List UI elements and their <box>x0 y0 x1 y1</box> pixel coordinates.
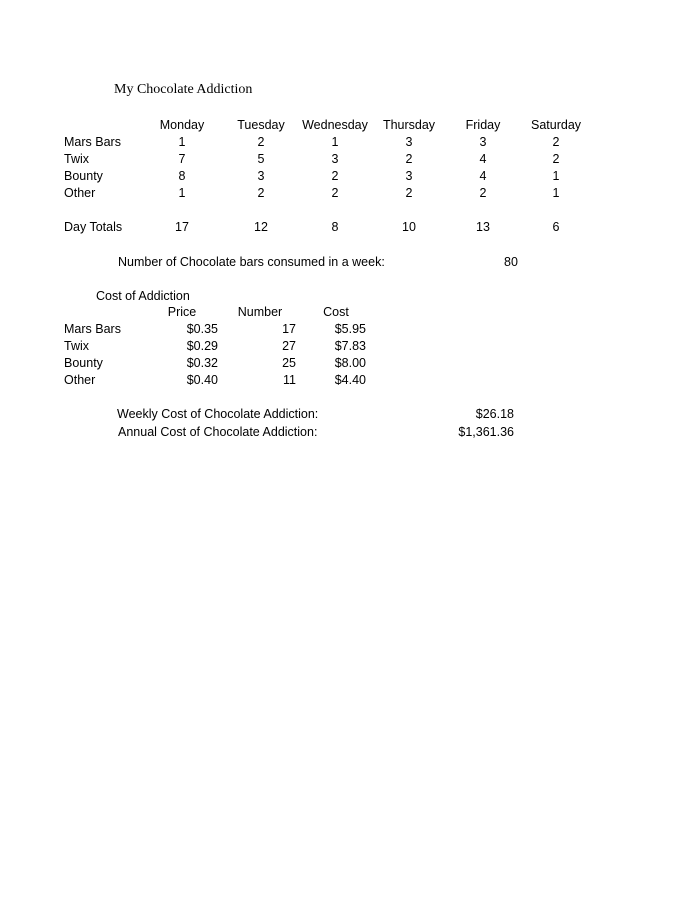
price-cell: $0.40 <box>186 373 218 387</box>
day-totals-label: Day Totals <box>64 220 123 234</box>
weekly-cost-value: $26.18 <box>475 407 514 421</box>
cost-section-heading: Cost of Addiction <box>96 289 190 303</box>
cost-row-label-bounty: Bounty <box>64 356 103 370</box>
number-cell: 17 <box>282 322 296 336</box>
table-cell: 1 <box>178 186 186 200</box>
cost-column-header: Cost <box>323 305 349 319</box>
table-cell: 3 <box>331 152 339 166</box>
annual-cost-label: Annual Cost of Chocolate Addiction: <box>118 425 318 439</box>
row-label-mars-bars: Mars Bars <box>64 135 121 149</box>
price-cell: $0.29 <box>186 339 218 353</box>
day-header-friday: Friday <box>465 118 501 132</box>
weekly-count-value: 80 <box>504 255 518 269</box>
table-cell: 2 <box>552 135 560 149</box>
price-cell: $0.35 <box>186 322 218 336</box>
day-total-cell: 13 <box>476 220 490 234</box>
table-cell: 2 <box>552 152 560 166</box>
table-cell: 2 <box>257 186 265 200</box>
table-cell: 5 <box>257 152 265 166</box>
table-cell: 3 <box>405 135 413 149</box>
table-cell: 3 <box>405 169 413 183</box>
number-cell: 25 <box>282 356 296 370</box>
row-label-other: Other <box>64 186 96 200</box>
day-total-cell: 6 <box>552 220 560 234</box>
day-total-cell: 10 <box>402 220 416 234</box>
weekly-cost-label: Weekly Cost of Chocolate Addiction: <box>117 407 319 421</box>
cost-cell: $4.40 <box>334 373 366 387</box>
number-cell: 11 <box>283 373 296 387</box>
table-cell: 1 <box>552 186 560 200</box>
day-header-tuesday: Tuesday <box>237 118 285 132</box>
row-label-twix: Twix <box>64 152 89 166</box>
table-cell: 1 <box>552 169 560 183</box>
weekly-count-label: Number of Chocolate bars consumed in a week: <box>118 255 385 269</box>
table-cell: 4 <box>479 152 487 166</box>
table-cell: 2 <box>479 186 487 200</box>
price-column-header: Price <box>167 305 197 319</box>
table-cell: 3 <box>257 169 265 183</box>
cost-cell: $7.83 <box>334 339 366 353</box>
table-cell: 2 <box>331 169 339 183</box>
day-total-cell: 12 <box>254 220 268 234</box>
day-total-cell: 8 <box>331 220 339 234</box>
table-cell: 7 <box>178 152 186 166</box>
table-cell: 3 <box>479 135 487 149</box>
cost-cell: $5.95 <box>334 322 366 336</box>
number-column-header: Number <box>237 305 283 319</box>
table-cell: 1 <box>331 135 339 149</box>
row-label-bounty: Bounty <box>64 169 103 183</box>
table-cell: 2 <box>331 186 339 200</box>
table-cell: 1 <box>178 135 186 149</box>
table-cell: 4 <box>479 169 487 183</box>
day-header-thursday: Thursday <box>382 118 436 132</box>
table-cell: 2 <box>405 186 413 200</box>
table-cell: 2 <box>405 152 413 166</box>
cost-row-label-mars-bars: Mars Bars <box>64 322 121 336</box>
table-cell: 8 <box>178 169 186 183</box>
day-total-cell: 17 <box>175 220 189 234</box>
day-header-saturday: Saturday <box>530 118 582 132</box>
day-header-monday: Monday <box>159 118 205 132</box>
page-title: My Chocolate Addiction <box>114 82 253 97</box>
number-cell: 27 <box>282 339 296 353</box>
price-cell: $0.32 <box>186 356 218 370</box>
cost-cell: $8.00 <box>334 356 366 370</box>
day-header-wednesday: Wednesday <box>302 118 368 132</box>
table-cell: 2 <box>257 135 265 149</box>
cost-row-label-twix: Twix <box>64 339 89 353</box>
cost-row-label-other: Other <box>64 373 96 387</box>
annual-cost-value: $1,361.36 <box>458 425 514 439</box>
